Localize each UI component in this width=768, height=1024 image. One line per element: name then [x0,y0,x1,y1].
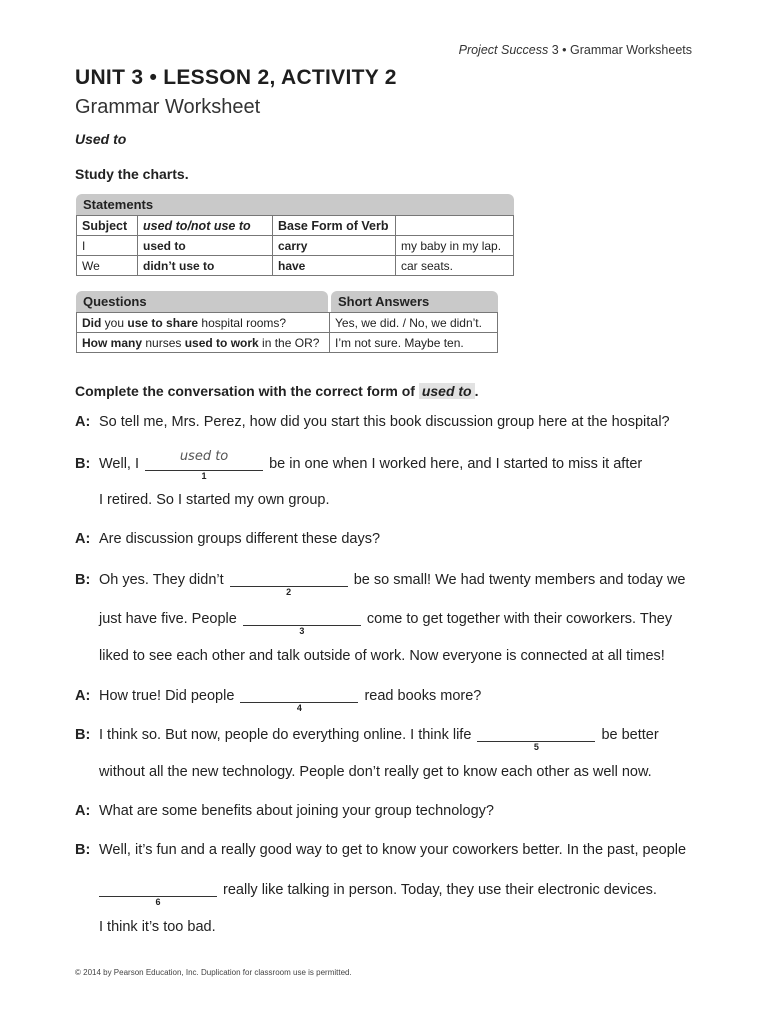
header-empty [396,216,514,236]
blank-number: 6 [155,897,161,907]
answer-blank-1[interactable] [145,449,263,481]
header-base-form: Base Form of Verb [273,216,396,236]
blank-number: 1 [201,471,207,481]
line-text: be in one when I worked here, and I started to miss it after [265,456,643,472]
dialogue-line [75,414,670,430]
line-text: Well, it’s fun and a really good way to get to know your coworkers better. In the past, people [99,842,687,858]
instruction-end: . [474,383,479,399]
statements-header-row [77,216,514,236]
question-verb: used to work [184,335,259,350]
page-subtitle: Grammar Worksheet [75,96,261,118]
dialogue-line [75,570,686,597]
line-text: So tell me, Mrs. Perez, how did you start this book discussion group here at the hospital? [99,414,670,430]
cell-rest: my baby in my lap. [396,236,514,256]
answer-blank-3[interactable] [243,609,361,636]
dialogue-line [75,725,659,752]
line-text: What are some benefits about joining your group technology? [99,803,494,819]
speaker-label: A: [75,414,91,430]
line-text: Oh yes. They didn’t [99,572,228,588]
question-verb: Did [82,315,102,330]
dialogue-continuation: liked to see each other and talk outside of work. Now everyone is connected at all times! [99,648,665,664]
instruction-term: used to [419,383,475,399]
question-cell [77,313,330,333]
line-text: come to get together with their coworkers. They [362,611,673,627]
speaker-label: B: [75,456,91,472]
dialogue-line [75,686,482,713]
series-header [459,43,692,57]
speaker-label: A: [75,688,91,704]
cell-subject: I [77,236,138,256]
dialogue-continuation: without all the new technology. People don’t really get to know each other as well now. [99,764,652,780]
question-verb: How many [82,335,143,350]
answer-blank-2[interactable] [230,570,348,597]
question-text: nurses [142,335,185,350]
table-row [77,333,498,353]
statements-table [76,215,514,276]
cell-verb: have [273,256,396,276]
line-text: read books more? [360,688,482,704]
answer-cell: Yes, we did. / No, we didn’t. [330,313,498,333]
table-row [77,236,514,256]
study-instruction: Study the charts. [75,166,189,182]
speaker-label: A: [75,803,91,819]
header-used-to: used to/not use to [138,216,273,236]
questions-caption-row [76,291,498,312]
dialogue-line [75,842,686,858]
cell-verb: carry [273,236,396,256]
question-verb: use to share [127,315,199,330]
question-text: hospital rooms? [198,315,287,330]
answer-blank-5[interactable] [477,725,595,752]
question-text: in the OR? [258,335,320,350]
dialogue-line [75,449,643,481]
questions-caption: Questions [76,291,328,312]
cell-used-to: didn’t use to [138,256,273,276]
blank-number: 4 [296,703,302,713]
cell-used-to: used to [138,236,273,256]
questions-table [76,312,498,353]
answer-cell: I’m not sure. Maybe ten. [330,333,498,353]
line-text: I think so. But now, people do everything online. I think life [99,727,476,743]
question-cell [77,333,330,353]
answer-blank-4[interactable] [240,686,358,713]
instruction-text: Complete the conversation with the correct form of [75,383,419,399]
line-text: Are discussion groups different these days? [99,531,381,547]
blank-number: 5 [533,742,539,752]
speaker-label: A: [75,531,91,547]
blank-number: 2 [286,587,292,597]
series-name: Project Success [458,43,549,57]
table-row [77,256,514,276]
dialogue-continuation: I retired. So I started my own group. [99,492,330,508]
blank-number: 3 [299,626,305,636]
questions-chart [76,291,498,353]
question-text: you [101,315,128,330]
dialogue-continuation: I think it’s too bad. [99,919,216,935]
cell-rest: car seats. [396,256,514,276]
answer-blank-6[interactable] [99,880,217,907]
series-details: 3 • Grammar Worksheets [548,43,692,57]
dialogue-continuation [99,609,673,636]
statements-caption: Statements [76,194,514,215]
header-subject: Subject [77,216,138,236]
speaker-label: B: [75,727,91,743]
exercise-instruction [75,383,479,399]
page-title: UNIT 3 • LESSON 2, ACTIVITY 2 [75,66,397,89]
speaker-label: B: [75,842,91,858]
example-answer: used to [179,449,229,464]
grammar-topic: Used to [75,131,127,147]
table-row [77,313,498,333]
statements-chart [76,194,514,276]
answers-caption: Short Answers [331,291,498,312]
line-text: be so small! We had twenty members and today we [349,572,686,588]
line-text: How true! Did people [99,688,239,704]
speaker-label: B: [75,572,91,588]
line-text: just have five. People [99,611,241,627]
dialogue-continuation [99,880,657,907]
line-text: be better [597,727,659,743]
dialogue-line [75,803,494,819]
line-text: really like talking in person. Today, they use their electronic devices. [219,882,657,898]
copyright-footer: © 2014 by Pearson Education, Inc. Duplication for classroom use is permitted. [75,968,352,977]
cell-subject: We [77,256,138,276]
line-text: Well, I [99,456,144,472]
dialogue-line [75,531,380,547]
